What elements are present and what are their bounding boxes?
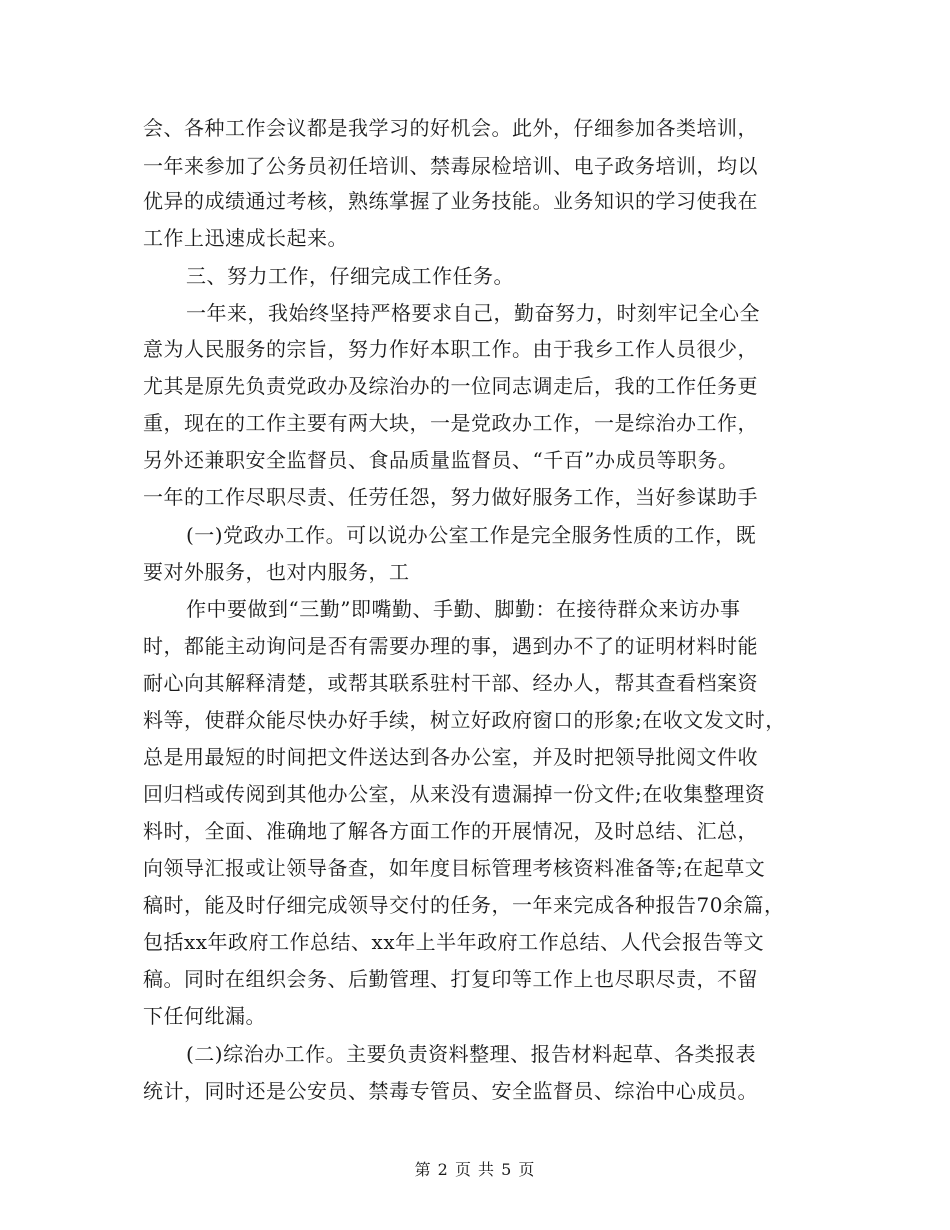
text-line: 统计，同时还是公安员、禁毒专管员、安全监督员、综治中心成员。 xyxy=(143,1079,758,1103)
text-line: 一年的工作尽职尽责、任劳任怨，努力做好服务工作，当好参谋助手 xyxy=(143,485,758,509)
text-line: 下任何纰漏。 xyxy=(143,1004,266,1028)
text-line: 料等，使群众能尽快办好手续，树立好政府窗口的形象;在收文发文时， xyxy=(143,708,786,732)
text-line: 时，都能主动询问是否有需要办理的事，遇到办不了的证明材料时能 xyxy=(143,634,758,658)
text-line: 包括xx年政府工作总结、xx年上半年政府工作总结、人代会报告等文 xyxy=(143,930,765,954)
text-line: 稿。同时在组织会务、后勤管理、打复印等工作上也尽职尽责，不留 xyxy=(143,967,758,991)
text-line: 向领导汇报或让领导备查，如年度目标管理考核资料准备等;在起草文 xyxy=(143,856,766,880)
section-heading: 三、努力工作，仔细完成工作任务。 xyxy=(186,264,514,288)
text-line: 尤其是原先负责党政办及综治办的一位同志调走后，我的工作任务更 xyxy=(143,374,758,398)
page-number-footer: 第 2 页 共 5 页 xyxy=(414,1160,536,1179)
text-line: 总是用最短的时间把文件送达到各办公室，并及时把领导批阅文件收 xyxy=(143,745,758,769)
text-line: 一年来参加了公务员初任培训、禁毒尿检培训、电子政务培训，均以 xyxy=(143,154,758,178)
subsection-heading: (二)综治办工作。主要负责资料整理、报告材料起草、各类报表 xyxy=(186,1042,757,1066)
paragraph-start-line: 一年来，我始终坚持严格要求自己，勤奋努力，时刻牢记全心全 xyxy=(186,301,760,325)
text-line: 回归档或传阅到其他办公室，从来没有遗漏掉一份文件;在收集整理资 xyxy=(143,782,766,806)
text-line: 重，现在的工作主要有两大块，一是党政办工作，一是综治办工作， xyxy=(143,411,758,435)
text-line: 工作上迅速成长起来。 xyxy=(143,226,348,250)
text-line: 优异的成绩通过考核，熟练掌握了业务技能。业务知识的学习使我在 xyxy=(143,189,758,213)
subsection-heading: (一)党政办工作。可以说办公室工作是完全服务性质的工作，既 xyxy=(186,523,757,547)
text-line: 另外还兼职安全监督员、食品质量监督员、“千百”办成员等职务。 xyxy=(143,448,739,472)
text-line: 稿时，能及时仔细完成领导交付的任务，一年来完成各种报告70余篇， xyxy=(143,893,785,917)
paragraph-start-line: 作中要做到“三勤”即嘴勤、手勤、脚勤：在接待群众来访办事 xyxy=(186,597,741,621)
text-line: 意为人民服务的宗旨，努力作好本职工作。由于我乡工作人员很少， xyxy=(143,337,758,361)
text-line: 料时，全面、准确地了解各方面工作的开展情况，及时总结、汇总， xyxy=(143,819,758,843)
text-line: 耐心向其解释清楚，或帮其联系驻村干部、经办人，帮其查看档案资 xyxy=(143,671,758,695)
text-line: 要对外服务，也对内服务，工 xyxy=(143,560,410,584)
text-line: 会、各种工作会议都是我学习的好机会。此外，仔细参加各类培训， xyxy=(143,116,758,140)
